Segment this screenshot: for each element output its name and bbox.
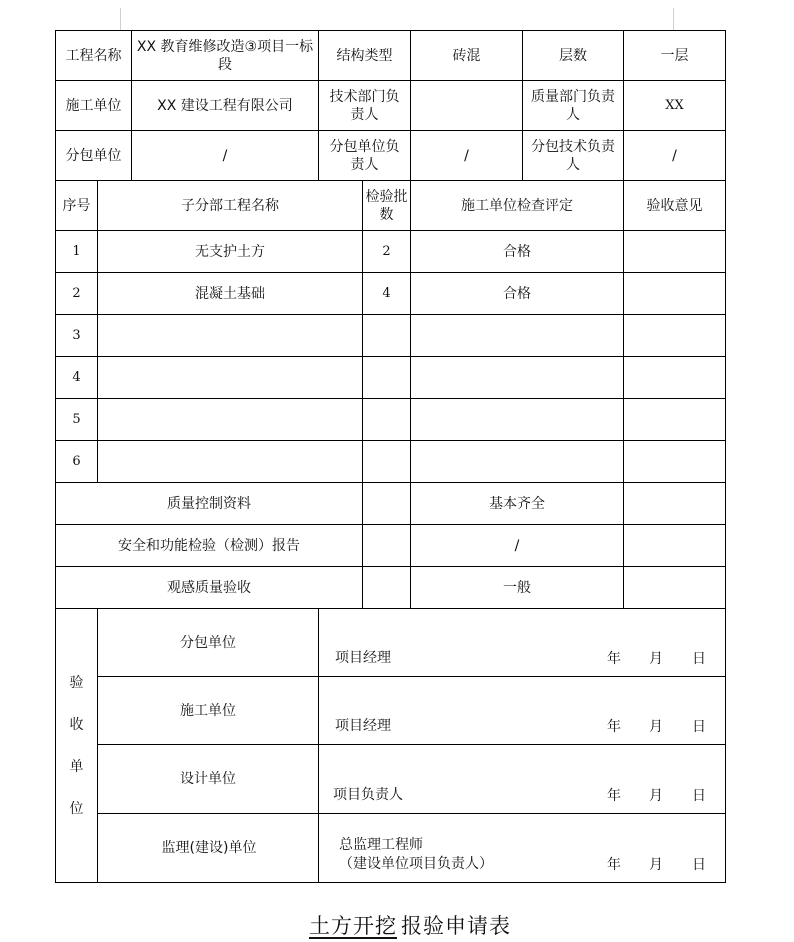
subcontract-row [56,131,726,181]
date-year: 年 [607,857,621,873]
col-name-header: 子分部工程名称 [98,181,363,231]
item-opinion [624,315,726,357]
quality-dept-value: XX [624,81,726,131]
summary-label: 质量控制资料 [56,483,363,525]
summary-value: 基本齐全 [411,483,624,525]
date-day: 日 [692,857,706,873]
date-month: 月 [649,651,663,667]
date-day: 日 [692,788,706,804]
acceptance-row [56,814,726,883]
tech-dept-value [411,81,523,131]
construction-unit-row [56,81,726,131]
floors-label: 层数 [523,31,624,81]
sign-role: 项目经理 [335,650,391,666]
item-name: 混凝土基础 [98,273,363,315]
structure-type-value: 砖混 [411,31,523,81]
summary-opinion [624,525,726,567]
item-batches: 2 [363,231,411,273]
acceptance-char: 验 [69,674,84,691]
col-seq-header: 序号 [56,181,98,231]
date-month: 月 [649,857,663,873]
date-month: 月 [649,788,663,804]
supervision-sign-unit: 监理(建设)单位 [98,814,319,883]
construction-unit-value: XX 建设工程有限公司 [132,81,319,131]
sign-role-block [339,836,493,874]
subcontract-sign-area [319,609,726,677]
summary-opinion [624,483,726,525]
table-row [56,357,726,399]
subcontract-head-label: 分包单位负责人 [319,131,411,181]
col-opinion-header: 验收意见 [624,181,726,231]
acceptance-char: 单 [69,758,84,775]
date-year: 年 [607,719,621,735]
design-sign-area [319,745,726,814]
tech-dept-label: 技术部门负责人 [319,81,411,131]
construction-sign-unit: 施工单位 [98,677,319,745]
acceptance-char: 位 [69,800,84,817]
item-batches [363,315,411,357]
supervision-sign-area [319,814,726,883]
item-opinion [624,441,726,483]
date-year: 年 [607,788,621,804]
date-year: 年 [607,651,621,667]
column-header-row [56,181,726,231]
table-row [56,273,726,315]
summary-row [56,483,726,525]
item-opinion [624,273,726,315]
construction-unit-label: 施工单位 [56,81,132,131]
item-check: 合格 [411,231,624,273]
subcontract-unit-value: / [132,131,319,181]
item-check [411,399,624,441]
summary-row [56,567,726,609]
date-month: 月 [649,719,663,735]
page-corner-mark-left [120,8,121,30]
summary-row [56,525,726,567]
subcontract-tech-label: 分包技术负责人 [523,131,624,181]
subcontract-head-value: / [411,131,523,181]
sign-role: 项目经理 [335,718,391,734]
sign-role: 项目负责人 [333,787,403,803]
date-day: 日 [692,651,706,667]
summary-label: 安全和功能检验（检测）报告 [56,525,363,567]
acceptance-row [56,677,726,745]
table-row [56,441,726,483]
acceptance-form-table [55,30,726,883]
col-batches-header: 检验批数 [363,181,411,231]
item-batches [363,441,411,483]
structure-type-label: 结构类型 [319,31,411,81]
table-row [56,315,726,357]
summary-value: 一般 [411,567,624,609]
subcontract-tech-value: / [624,131,726,181]
form-title-blank: 土方开挖 [309,914,397,938]
summary-opinion [624,567,726,609]
acceptance-units-label [56,609,98,883]
acceptance-char: 收 [69,716,84,733]
summary-blank [363,525,411,567]
item-seq: 1 [56,231,98,273]
item-name [98,357,363,399]
col-check-header: 施工单位检查评定 [411,181,624,231]
item-batches [363,399,411,441]
item-opinion [624,399,726,441]
item-check [411,441,624,483]
item-seq: 4 [56,357,98,399]
item-batches: 4 [363,273,411,315]
project-name-label: 工程名称 [56,31,132,81]
summary-label: 观感质量验收 [56,567,363,609]
item-seq: 3 [56,315,98,357]
table-row [56,231,726,273]
item-name [98,315,363,357]
summary-blank [363,483,411,525]
form-title [0,910,794,940]
sign-role: 总监理工程师 [339,837,423,853]
summary-blank [363,567,411,609]
subcontract-sign-unit: 分包单位 [98,609,319,677]
construction-sign-area [319,677,726,745]
subcontract-unit-label: 分包单位 [56,131,132,181]
acceptance-row [56,609,726,677]
project-name-value: XX 教育维修改造③项目一标段 [132,31,319,81]
item-check [411,357,624,399]
form-title-suffix: 报验申请表 [401,914,511,938]
item-check [411,315,624,357]
item-seq: 5 [56,399,98,441]
item-batches [363,357,411,399]
item-name: 无支护土方 [98,231,363,273]
quality-dept-label: 质量部门负责人 [523,81,624,131]
table-row [56,399,726,441]
summary-value: / [411,525,624,567]
item-name [98,399,363,441]
floors-value: 一层 [624,31,726,81]
item-check: 合格 [411,273,624,315]
design-sign-unit: 设计单位 [98,745,319,814]
item-opinion [624,357,726,399]
page-corner-mark-right [673,8,674,30]
item-seq: 2 [56,273,98,315]
item-name [98,441,363,483]
item-seq: 6 [56,441,98,483]
date-day: 日 [692,719,706,735]
acceptance-row [56,745,726,814]
project-info-row [56,31,726,81]
sign-role-note: （建设单位项目负责人） [339,856,493,872]
item-opinion [624,231,726,273]
